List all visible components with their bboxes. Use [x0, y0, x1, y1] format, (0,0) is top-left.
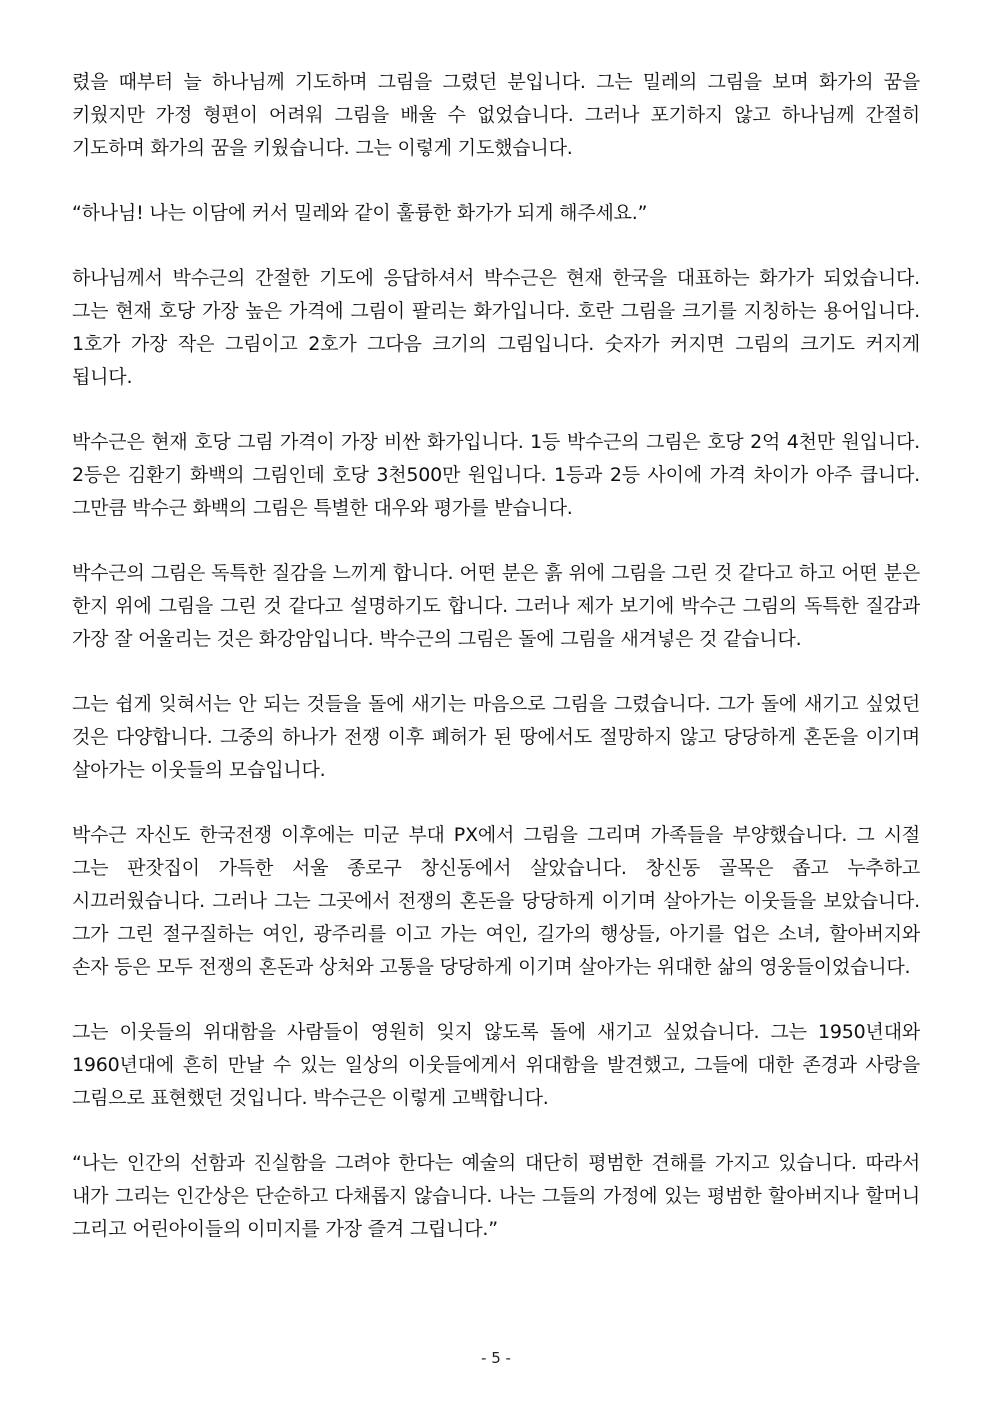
paragraph: 박수근 자신도 한국전쟁 이후에는 미군 부대 PX에서 그림을 그리며 가족들을 부양했습니다. 그 시절 그는 판잣집이 가득한 서울 종로구 창신동에서 살았습니다. 창신동 골목은 좁고 누추하고 시끄러웠습니다. 그러나 그는 그곳에서 전쟁의 혼돈을 당당하게 이기며 살아가는 이웃들을 보았습니다. 그가 그린 절구질하는 여인, 광주리를 이고 가는 여인, 길가의 행상들, 아기를 업은 소녀, 할아버지와 손자 등은 모두 전쟁의 혼돈과 상처와 고통을 당당하게 이기며 살아가는 위대한 삶의 영웅들이었습니다.	[72, 824, 920, 978]
paragraph: 박수근의 그림은 독특한 질감을 느끼게 합니다. 어떤 분은 흙 위에 그림을 그린 것 같다고 하고 어떤 분은 한지 위에 그림을 그린 것 같다고 설명하기도 합니다. 그러나 제가 보기에 박수근 그림의 독특한 질감과 가장 잘 어울리는 것은 화강암입니다. 박수근의 그림은 돌에 그림을 새겨넣은 것 같습니다.	[72, 562, 920, 650]
paragraph: 렸을 때부터 늘 하나님께 기도하며 그림을 그렸던 분입니다. 그는 밀레의 그림을 보며 화가의 꿈을 키웠지만 가정 형편이 어려워 그림을 배울 수 없었습니다. 그러나 포기하지 않고 하나님께 간절히 기도하며 화가의 꿈을 키웠습니다. 그는 이렇게 기도했습니다.	[72, 71, 920, 159]
paragraph: 그는 이웃들의 위대함을 사람들이 영원히 잊지 않도록 돌에 새기고 싶었습니다. 그는 1950년대와 1960년대에 흔히 만날 수 있는 일상의 이웃들에게서 위대함을 발견했고, 그들에 대한 존경과 사랑을 그림으로 표현했던 것입니다. 박수근은 이렇게 고백합니다.	[72, 1021, 920, 1109]
paragraph: 박수근은 현재 호당 그림 가격이 가장 비싼 화가입니다. 1등 박수근의 그림은 호당 2억 4천만 원입니다. 2등은 김환기 화백의 그림인데 호당 3천500만 원입니다. 1등과 2등 사이에 가격 차이가 아주 큽니다. 그만큼 박수근 화백의 그림은 특별한 대우와 평가를 받습니다.	[72, 431, 920, 519]
prayer-quote: “하나님! 나는 이담에 커서 밀레와 같이 훌륭한 화가가 되게 해주세요.”	[72, 202, 648, 224]
paragraph: 그는 쉽게 잊혀서는 안 되는 것들을 돌에 새기는 마음으로 그림을 그렸습니다. 그가 돌에 새기고 싶었던 것은 다양합니다. 그중의 하나가 전쟁 이후 폐허가 된 땅에서도 절망하지 않고 당당하게 혼돈을 이기며 살아가는 이웃들의 모습입니다.	[72, 693, 920, 781]
page-number: - 5 -	[481, 1349, 511, 1367]
document-body	[72, 66, 920, 1278]
artist-quote: “나는 인간의 선함과 진실함을 그려야 한다는 예술의 대단히 평범한 견해를 가지고 있습니다. 따라서 내가 그리는 인간상은 단순하고 다채롭지 않습니다. 나는 그들의 가정에 있는 평범한 할아버지나 할머니 그리고 어린아이들의 이미지를 가장 즐겨 그립니다.”	[72, 1152, 920, 1240]
paragraph: 하나님께서 박수근의 간절한 기도에 응답하셔서 박수근은 현재 한국을 대표하는 화가가 되었습니다. 그는 현재 호당 가장 높은 가격에 그림이 팔리는 화가입니다. 호란 그림을 크기를 지칭하는 용어입니다. 1호가 가장 작은 그림이고 2호가 그다음 크기의 그림입니다. 숫자가 커지면 그림의 크기도 커지게 됩니다.	[72, 267, 920, 388]
